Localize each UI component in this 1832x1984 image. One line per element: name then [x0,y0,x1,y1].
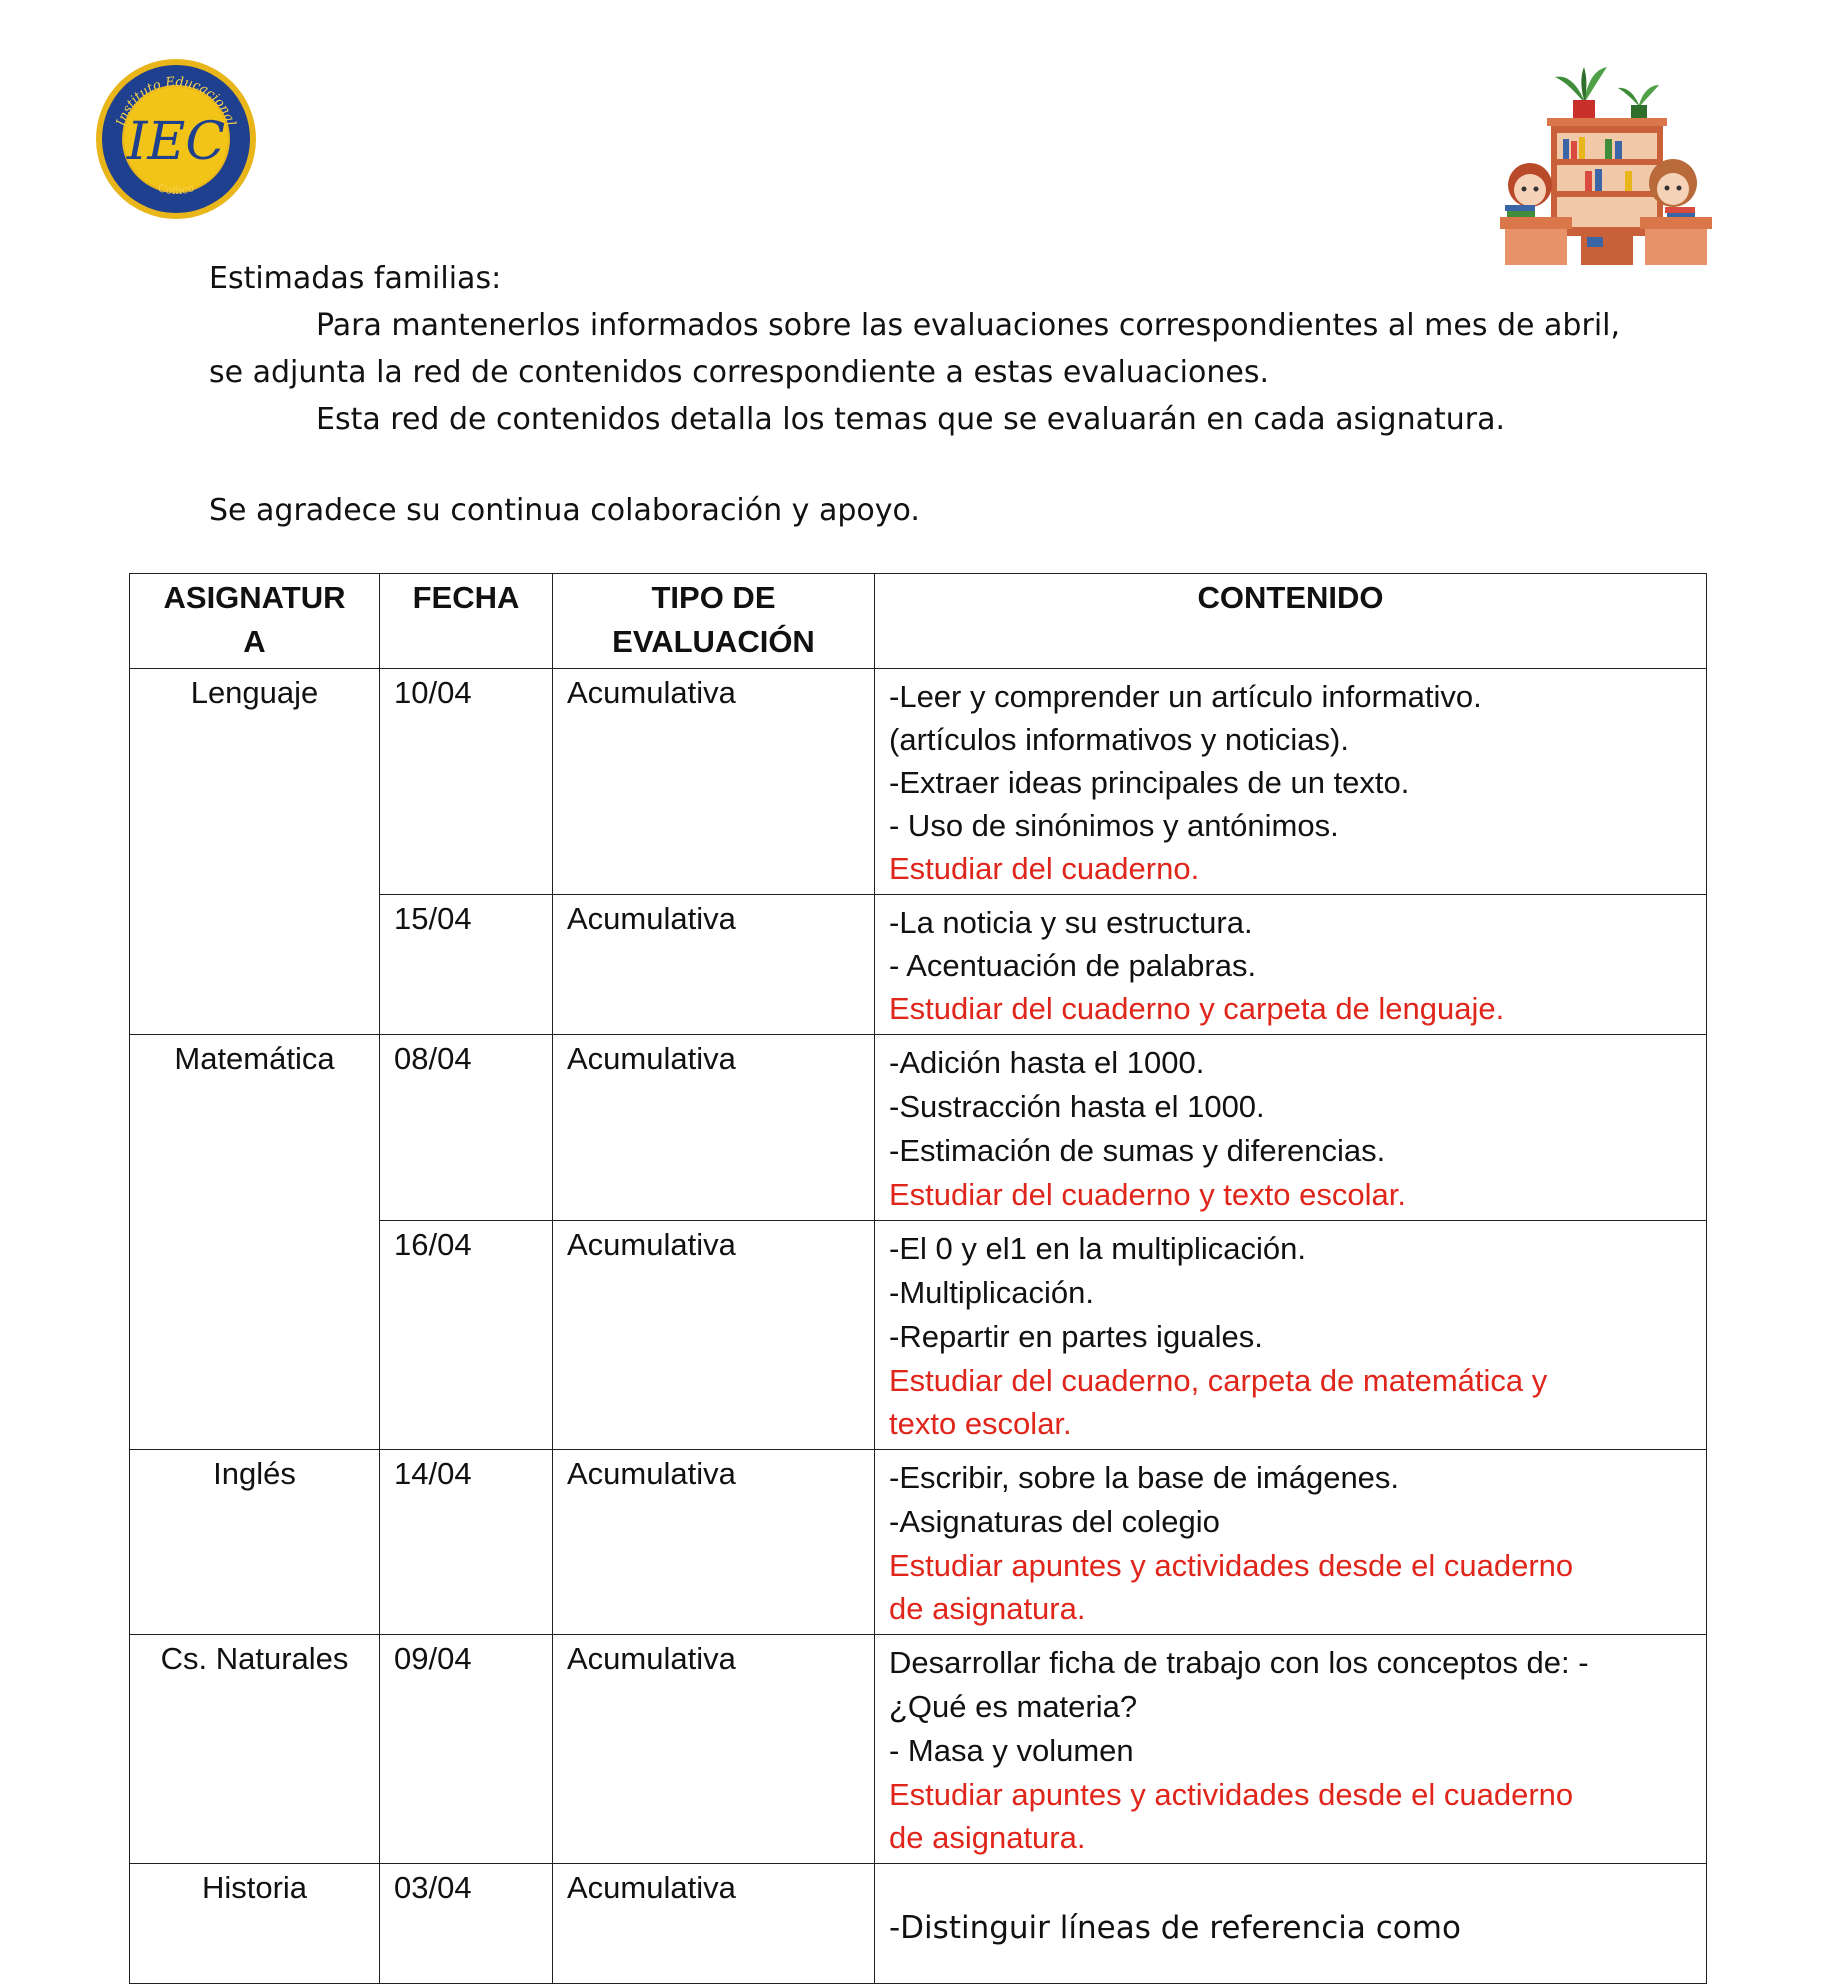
content-line: -Escribir, sobre la base de imágenes. [889,1460,1400,1495]
content-cell [875,1450,1707,1635]
content-line: (artículos informativos y noticias). [889,722,1349,757]
study-note: Estudiar apuntes y actividades desde el cuaderno [889,1777,1574,1812]
content-line: - Acentuación de palabras. [889,948,1257,983]
table-row [130,1035,1707,1221]
type-cell: Acumulativa [553,1635,875,1864]
content-line: -Sustracción hasta el 1000. [889,1089,1265,1124]
content-cell [875,669,1707,895]
date-cell: 09/04 [380,1635,553,1864]
svg-text:Collico: Collico [156,181,196,198]
content-line: -Adición hasta el 1000. [889,1045,1205,1080]
content-line: -Multiplicación. [889,1275,1095,1310]
type-cell: Acumulativa [553,1864,875,1984]
date-cell: 14/04 [380,1450,553,1635]
table-row [130,1864,1707,1984]
children-studying-icon [1485,55,1715,285]
letter-greeting: Estimadas familias: [209,261,502,296]
type-cell: Acumulativa [553,1221,875,1450]
content-line: - Masa y volumen [889,1733,1134,1768]
content-line: -Leer y comprender un artículo informativo. [889,679,1482,714]
content-line: -Extraer ideas principales de un texto. [889,765,1410,800]
content-line: -Estimación de sumas y diferencias. [889,1133,1386,1168]
subject-cell: Matemática [130,1035,380,1450]
date-cell: 08/04 [380,1035,553,1221]
letter-closing: Se agradece su continua colaboración y apoyo. [209,493,920,528]
content-line: Desarrollar ficha de trabajo con los conceptos de: - [889,1645,1589,1680]
type-cell: Acumulativa [553,895,875,1035]
logo-monogram: IEC [126,112,226,172]
content-line: -La noticia y su estructura. [889,905,1253,940]
letter-paragraph-1-line-2: se adjunta la red de contenidos correspondiente a estas evaluaciones. [209,355,1269,390]
content-line: ¿Qué es materia? [889,1689,1138,1724]
table-header-row [130,574,1707,669]
date-cell: 16/04 [380,1221,553,1450]
content-cell [875,1221,1707,1450]
letter-body [209,255,1709,534]
study-note: texto escolar. [889,1406,1072,1441]
subject-cell: Historia [130,1864,380,1984]
header-tipo: TIPO DE EVALUACIÓN [553,574,875,669]
content-cell [875,1635,1707,1864]
svg-text:Instituto Educacional: Instituto Educacional [113,74,239,128]
type-cell: Acumulativa [553,1450,875,1635]
content-line: -Repartir en partes iguales. [889,1319,1263,1354]
content-cell [875,1035,1707,1221]
table-row [130,1635,1707,1864]
type-cell: Acumulativa [553,669,875,895]
study-note: Estudiar del cuaderno y carpeta de lenguaje. [889,991,1505,1026]
date-cell: 10/04 [380,669,553,895]
table-row [130,669,1707,895]
subject-cell: Lenguaje [130,669,380,1035]
header-fecha: FECHA [380,574,553,669]
table-row [130,1450,1707,1635]
study-note: Estudiar apuntes y actividades desde el cuaderno [889,1548,1574,1583]
letter-paragraph-1-line-1: Para mantenerlos informados sobre las evaluaciones correspondientes al mes de abril, [316,308,1621,343]
type-cell: Acumulativa [553,1035,875,1221]
content-cell [875,1864,1707,1984]
letter-paragraph-2: Esta red de contenidos detalla los temas que se evaluarán en cada asignatura. [316,402,1506,437]
study-note: Estudiar del cuaderno. [889,851,1200,886]
study-note: Estudiar del cuaderno y texto escolar. [889,1177,1406,1212]
study-note: de asignatura. [889,1591,1086,1626]
content-line: - Uso de sinónimos y antónimos. [889,808,1339,843]
evaluation-table [129,573,1707,1984]
study-note: Estudiar del cuaderno, carpeta de matemática y [889,1363,1548,1398]
content-line: -Distinguir líneas de referencia como [889,1910,1461,1946]
content-cell [875,895,1707,1035]
date-cell: 03/04 [380,1864,553,1984]
study-note: de asignatura. [889,1820,1086,1855]
content-line: -Asignaturas del colegio [889,1504,1220,1539]
subject-cell: Inglés [130,1450,380,1635]
header-asignatura: ASIGNATUR A [130,574,380,669]
header-contenido: CONTENIDO [875,574,1707,669]
school-logo-icon [93,56,259,222]
content-line: -El 0 y el1 en la multiplicación. [889,1231,1306,1266]
subject-cell: Cs. Naturales [130,1635,380,1864]
date-cell: 15/04 [380,895,553,1035]
school-logo [93,56,259,222]
